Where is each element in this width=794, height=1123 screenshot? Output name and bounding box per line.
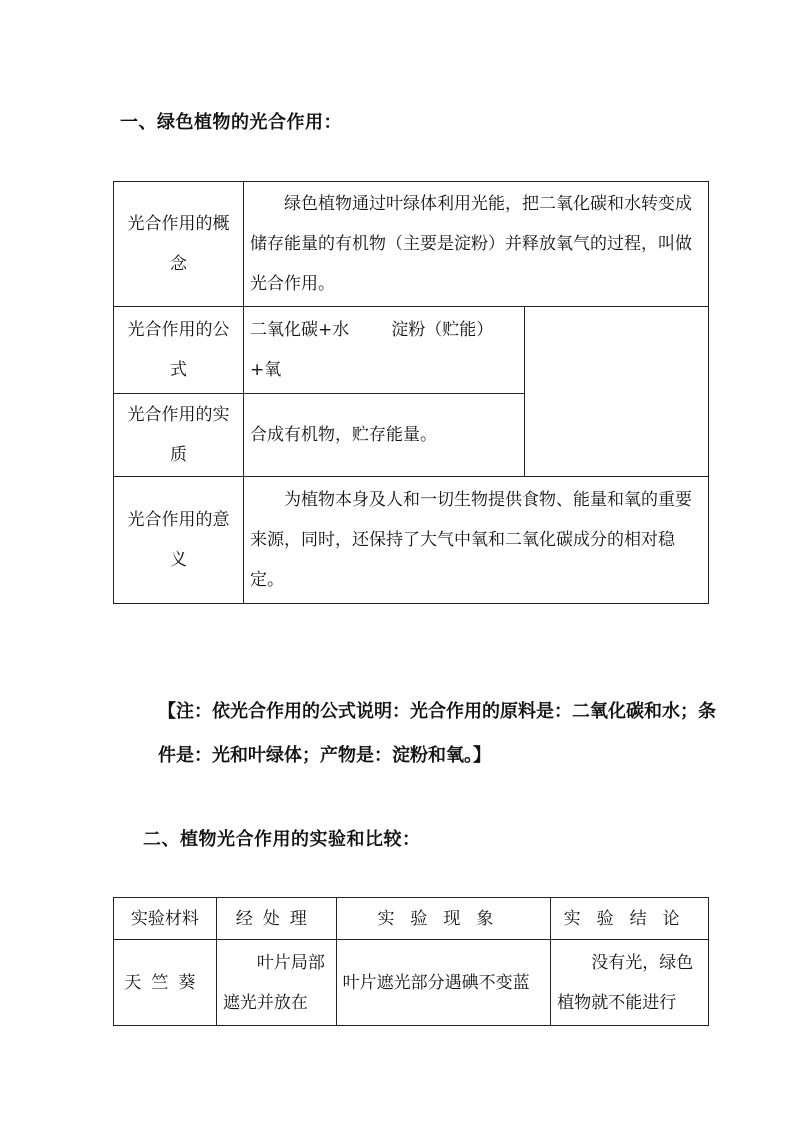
row-text-essence: 合成有机物，贮存能量。 xyxy=(243,394,524,477)
table-header-row xyxy=(114,898,709,940)
row-text-concept: 绿色植物通过叶绿体利用光能，把二氧化碳和水转变成储存能量的有机物（主要是淀粉）并释放氧气的过程，叫做光合作用。 xyxy=(243,182,708,307)
table-row xyxy=(114,182,709,307)
section2-heading: 二、植物光合作用的实验和比较： xyxy=(143,829,421,850)
cell-material: 天竺葵 xyxy=(114,940,217,1026)
row-text-significance: 为植物本身及人和一切生物提供食物、能量和氧的重要来源，同时，还保持了大气中氧和二氧化碳成分的相对稳定。 xyxy=(243,477,708,604)
blank-cell xyxy=(525,307,709,477)
cell-process: 叶片局部遮光并放在 xyxy=(216,940,336,1026)
formula-left: 二氧化碳+水 xyxy=(249,320,350,340)
formula-right: 淀粉（贮能） xyxy=(391,320,494,340)
row-formula xyxy=(243,307,524,394)
photosynthesis-table xyxy=(113,181,709,604)
header-material: 实验材料 xyxy=(114,898,217,940)
table-row xyxy=(114,940,709,1026)
row-label-formula: 光合作用的公式 xyxy=(114,307,244,394)
header-conclusion: 实验结论 xyxy=(551,898,709,940)
table-row xyxy=(114,477,709,604)
row-label-significance: 光合作用的意义 xyxy=(114,477,244,604)
header-phenomenon: 实验现象 xyxy=(336,898,551,940)
experiment-table xyxy=(113,897,709,1026)
cell-conclusion: 没有光，绿色植物就不能进行 xyxy=(551,940,709,1026)
row-label-concept: 光合作用的概念 xyxy=(114,182,244,307)
formula-tail: +氧 xyxy=(249,360,282,380)
row-label-essence: 光合作用的实质 xyxy=(114,394,244,477)
cell-phenomenon: 叶片遮光部分遇碘不变蓝 xyxy=(336,940,551,1026)
table-row xyxy=(114,307,709,394)
note-text: 【注：依光合作用的公式说明：光合作用的原料是：二氧化碳和水；条件是：光和叶绿体；产物是：淀粉和氧。】 xyxy=(158,701,716,766)
section1-heading: 一、绿色植物的光合作用： xyxy=(120,112,342,133)
header-process: 经处理 xyxy=(216,898,336,940)
